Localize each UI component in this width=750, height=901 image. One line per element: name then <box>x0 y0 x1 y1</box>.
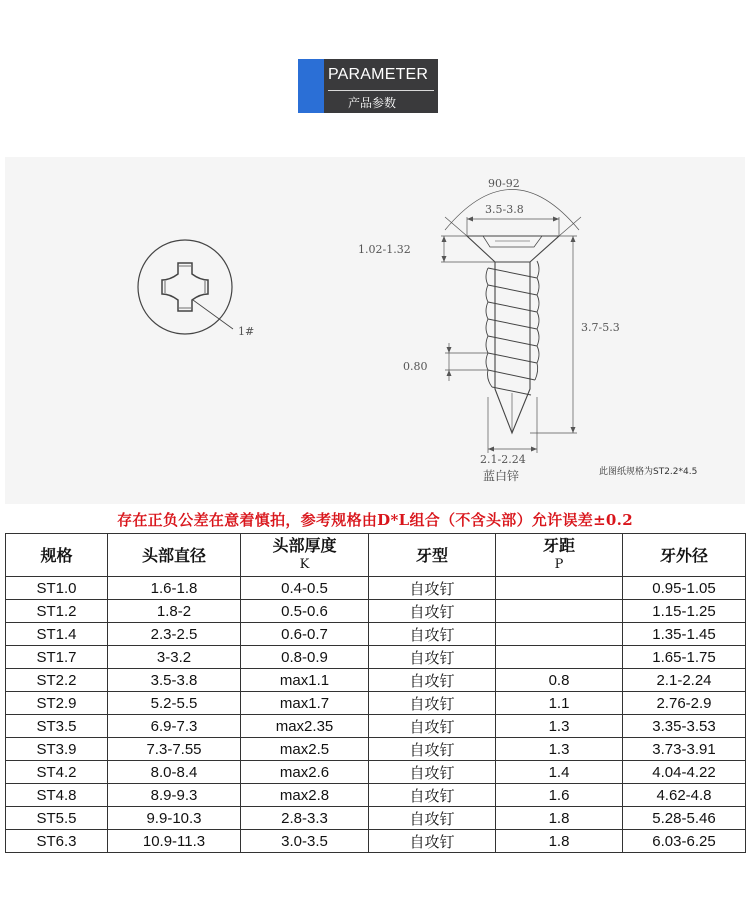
cell-thread-od: 3.73-3.91 <box>623 738 746 761</box>
screw-drawing <box>5 157 745 504</box>
cell-spec: ST1.2 <box>6 600 108 623</box>
cell-thread-type: 自攻钉 <box>369 761 496 784</box>
header-pitch: 牙距 P <box>496 534 623 577</box>
header-head-diameter: 头部直径 <box>108 534 241 577</box>
dimension-arrows <box>442 217 576 452</box>
cell-head-thickness: max2.8 <box>241 784 369 807</box>
cell-head-thickness: max2.6 <box>241 761 369 784</box>
cell-thread-od: 3.35-3.53 <box>623 715 746 738</box>
cell-head-diameter: 9.9-10.3 <box>108 807 241 830</box>
badge-accent <box>298 59 324 113</box>
cell-thread-type: 自攻钉 <box>369 807 496 830</box>
thread-od-label: 2.1-2.24 <box>480 453 526 466</box>
cell-thread-od: 6.03-6.25 <box>623 830 746 853</box>
cell-thread-od: 2.1-2.24 <box>623 669 746 692</box>
table-row <box>6 600 746 623</box>
cell-thread-type: 自攻钉 <box>369 646 496 669</box>
cell-head-diameter: 3-3.2 <box>108 646 241 669</box>
table-row <box>6 807 746 830</box>
cell-thread-type: 自攻钉 <box>369 669 496 692</box>
header-spec: 规格 <box>6 534 108 577</box>
cell-spec: ST2.2 <box>6 669 108 692</box>
cell-head-diameter: 6.9-7.3 <box>108 715 241 738</box>
cell-pitch: 1.6 <box>496 784 623 807</box>
cell-thread-type: 自攻钉 <box>369 738 496 761</box>
table-row <box>6 830 746 853</box>
cell-spec: ST6.3 <box>6 830 108 853</box>
cell-thread-type: 自攻钉 <box>369 715 496 738</box>
dimension-lines <box>441 190 581 454</box>
cell-pitch: 1.8 <box>496 807 623 830</box>
table-row <box>6 784 746 807</box>
cell-head-thickness: max2.5 <box>241 738 369 761</box>
table-row <box>6 577 746 600</box>
badge-title-cn: 产品参数 <box>348 96 397 110</box>
cell-spec: ST5.5 <box>6 807 108 830</box>
cell-head-thickness: 3.0-3.5 <box>241 830 369 853</box>
cell-head-diameter: 2.3-2.5 <box>108 623 241 646</box>
cell-spec: ST4.8 <box>6 784 108 807</box>
cell-thread-type: 自攻钉 <box>369 784 496 807</box>
cell-thread-type: 自攻钉 <box>369 623 496 646</box>
cell-head-diameter: 3.5-3.8 <box>108 669 241 692</box>
side-view <box>467 236 559 433</box>
pitch-label: 0.80 <box>403 360 428 373</box>
length-label: 3.7-5.3 <box>581 321 620 334</box>
cell-thread-od: 2.76-2.9 <box>623 692 746 715</box>
cell-pitch: 1.3 <box>496 715 623 738</box>
header-thread-type: 牙型 <box>369 534 496 577</box>
cell-thread-type: 自攻钉 <box>369 577 496 600</box>
head-diameter-label: 3.5-3.8 <box>485 203 524 216</box>
cell-pitch: 1.1 <box>496 692 623 715</box>
cell-head-diameter: 1.6-1.8 <box>108 577 241 600</box>
table-row <box>6 715 746 738</box>
cell-thread-od: 4.04-4.22 <box>623 761 746 784</box>
cell-thread-od: 1.65-1.75 <box>623 646 746 669</box>
cell-head-thickness: 0.5-0.6 <box>241 600 369 623</box>
cell-pitch <box>496 646 623 669</box>
cell-spec: ST4.2 <box>6 761 108 784</box>
cell-pitch: 1.4 <box>496 761 623 784</box>
badge-divider <box>328 90 434 91</box>
cell-head-diameter: 1.8-2 <box>108 600 241 623</box>
finish-label: 蓝白锌 <box>483 469 520 483</box>
cell-head-diameter: 8.0-8.4 <box>108 761 241 784</box>
cell-thread-type: 自攻钉 <box>369 692 496 715</box>
cell-head-thickness: 0.6-0.7 <box>241 623 369 646</box>
cell-head-diameter: 10.9-11.3 <box>108 830 241 853</box>
cell-head-diameter: 5.2-5.5 <box>108 692 241 715</box>
cell-head-thickness: 0.4-0.5 <box>241 577 369 600</box>
cell-pitch: 1.3 <box>496 738 623 761</box>
section-badge <box>298 59 438 113</box>
drawing-panel <box>5 157 745 504</box>
table-header-row <box>6 534 746 577</box>
head-thickness-label: 1.02-1.32 <box>358 243 411 256</box>
cell-head-thickness: max2.35 <box>241 715 369 738</box>
cell-spec: ST3.9 <box>6 738 108 761</box>
cell-spec: ST1.4 <box>6 623 108 646</box>
cell-thread-od: 0.95-1.05 <box>623 577 746 600</box>
head-angle-label: 90-92 <box>488 177 520 190</box>
top-view <box>138 240 233 334</box>
cell-head-thickness: max1.7 <box>241 692 369 715</box>
cell-thread-od: 4.62-4.8 <box>623 784 746 807</box>
tolerance-notice: 存在正负公差在意着慎拍，参考规格由D*L组合（不含头部）允许误差±0.2 <box>117 511 633 529</box>
recess-label: 1# <box>238 325 255 338</box>
header-thread-od: 牙外径 <box>623 534 746 577</box>
table-row <box>6 738 746 761</box>
cell-head-diameter: 8.9-9.3 <box>108 784 241 807</box>
table-row <box>6 692 746 715</box>
cell-spec: ST1.7 <box>6 646 108 669</box>
spec-table <box>5 533 746 853</box>
cell-thread-type: 自攻钉 <box>369 600 496 623</box>
cell-thread-type: 自攻钉 <box>369 830 496 853</box>
cell-pitch <box>496 577 623 600</box>
cell-head-thickness: 2.8-3.3 <box>241 807 369 830</box>
cell-spec: ST2.9 <box>6 692 108 715</box>
cell-pitch <box>496 623 623 646</box>
cell-thread-od: 1.15-1.25 <box>623 600 746 623</box>
table-row <box>6 669 746 692</box>
table-row <box>6 761 746 784</box>
cell-thread-od: 1.35-1.45 <box>623 623 746 646</box>
cell-head-thickness: 0.8-0.9 <box>241 646 369 669</box>
cell-pitch: 0.8 <box>496 669 623 692</box>
cell-spec: ST3.5 <box>6 715 108 738</box>
drawing-note: 此图纸规格为ST2.2*4.5 <box>599 467 698 477</box>
cell-thread-od: 5.28-5.46 <box>623 807 746 830</box>
cell-head-diameter: 7.3-7.55 <box>108 738 241 761</box>
cell-spec: ST1.0 <box>6 577 108 600</box>
table-row <box>6 646 746 669</box>
cell-pitch <box>496 600 623 623</box>
table-row <box>6 623 746 646</box>
cell-pitch: 1.8 <box>496 830 623 853</box>
header-head-thickness: 头部厚度 K <box>241 534 369 577</box>
badge-title-en: PARAMETER <box>328 66 429 83</box>
cell-head-thickness: max1.1 <box>241 669 369 692</box>
